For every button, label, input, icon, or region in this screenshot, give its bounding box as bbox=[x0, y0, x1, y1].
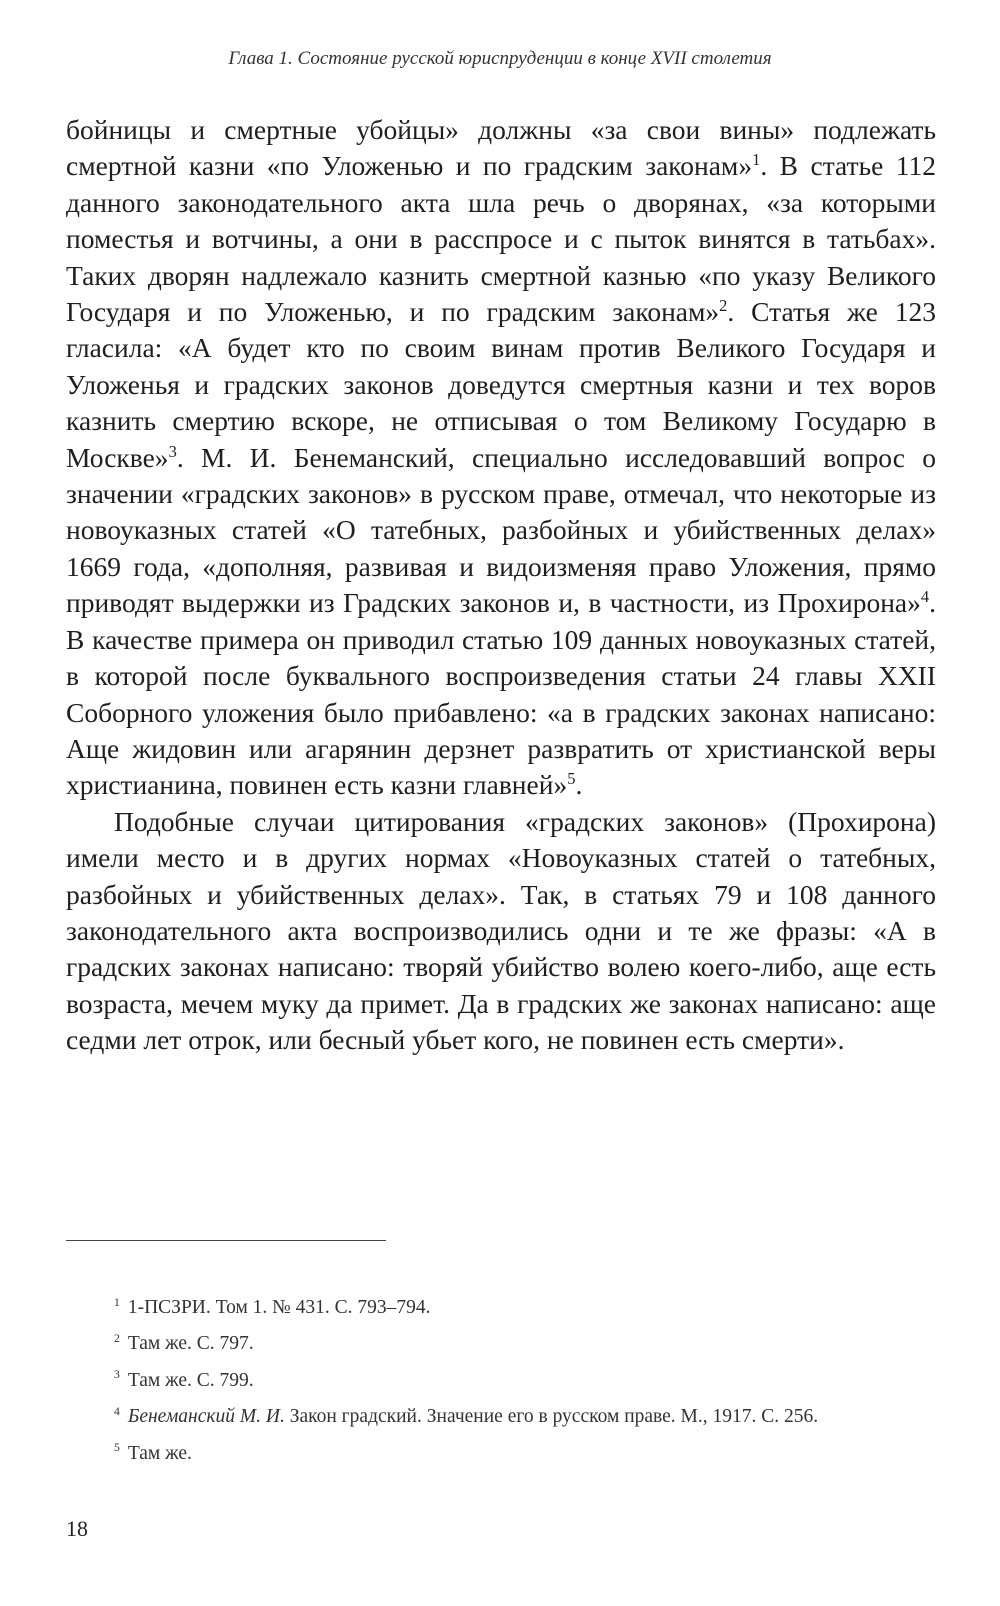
footnote-ref: 4 bbox=[920, 587, 930, 607]
footnote-ref: 1 bbox=[752, 150, 761, 170]
text-run: . М. И. Бенеманский, специально исследовавший вопрос о значении «градских законов» в русском праве, отмечал, что некоторые из новоуказных статей «О татебных, разбойных и убийственных делах» 1669 года, «дополняя, развивая и видоизменяя право Уложения, прямо приводят выдержки из Градских законов и, в частности, из Прохирона» bbox=[66, 441, 936, 619]
footnote-number: 3 bbox=[114, 1368, 120, 1382]
footnote-text: Там же. С. 797. bbox=[127, 1333, 254, 1355]
page-number: 18 bbox=[66, 1516, 88, 1541]
footnote-text: Там же. bbox=[127, 1442, 192, 1464]
paragraph-2: Подобные случаи цитирования «градских законов» (Прохирона) имели место и в других нормах «Новоуказных статей о татебных, разбойных и убийственных делах». Так, в статьях 79 и 108 данного законодательного акта воспроизводились одни и те же фразы: «А в градских законах написано: творяй убийство волею коего-либо, аще есть возраста, мечем муку да примет. Да в градских же законах написано: аще седми лет отрок, или бесный убьет кого, не повинен есть смерти». bbox=[66, 805, 936, 1056]
footnote-number: 2 bbox=[114, 1331, 120, 1345]
text-run: . В качестве примера он приводил статью 109 данных новоуказных статей, в которой после буквального воспроизведения статьи 24 главы XXII Соборного уложения было прибавлено: «а в градских законах написано: Аще жидовин или агарянин дерзнет развратить от христианской веры христианина, повинен есть казни главней» bbox=[66, 587, 936, 801]
footnote-ref: 3 bbox=[168, 441, 177, 461]
footnote-number: 5 bbox=[114, 1441, 120, 1455]
footnote bbox=[66, 1399, 936, 1435]
paragraph-1 bbox=[66, 112, 936, 804]
footnote-separator bbox=[66, 1240, 386, 1241]
footnote-ref: 5 bbox=[567, 769, 576, 789]
footnote-number: 1 bbox=[114, 1295, 120, 1309]
footnote-text: Там же. С. 799. bbox=[127, 1369, 254, 1391]
footnote bbox=[66, 1363, 936, 1399]
running-head: Глава 1. Состояние русской юриспруденции в конце XVII столетия bbox=[228, 48, 772, 69]
text-run: . В статье 112 данного законодательного акта шла речь о дворянах, «за которыми поместья и вотчины, а они в расспросе и с пыток винятся в татьбах». Таких дворян надлежало казнить смертной казнью «по указу Великого Государя и по Уложенью, и по градским законам» bbox=[66, 150, 937, 328]
text-run: бойницы и смертные убойцы» должны «за свои вины» подлежать смертной казни «по Уложенью и по градским законам» bbox=[66, 114, 936, 182]
text-run: . bbox=[575, 769, 583, 801]
body-text bbox=[66, 112, 936, 1059]
footnote bbox=[66, 1326, 936, 1362]
footnote-number: 4 bbox=[114, 1404, 120, 1418]
footnote bbox=[66, 1290, 936, 1326]
footnote-text: 1-ПСЗРИ. Том 1. № 431. С. 793–794. bbox=[127, 1297, 431, 1318]
footnotes bbox=[66, 1290, 936, 1472]
footnote-ref: 2 bbox=[719, 295, 728, 315]
footnote bbox=[66, 1436, 936, 1472]
text-run: . Статья же 123 гласила: «А будет кто по своим винам против Великого Государя и Уложенья и градских законов доведутся смертныя казни и тех воров казнить смертию вскоре, не отписывая о том Великому Государю в Москве» bbox=[66, 296, 936, 473]
footnote-author: Бенеманский М. И. bbox=[127, 1406, 285, 1428]
footnote-text: Закон градский. Значение его в русском праве. М., 1917. С. 256. bbox=[284, 1406, 819, 1428]
